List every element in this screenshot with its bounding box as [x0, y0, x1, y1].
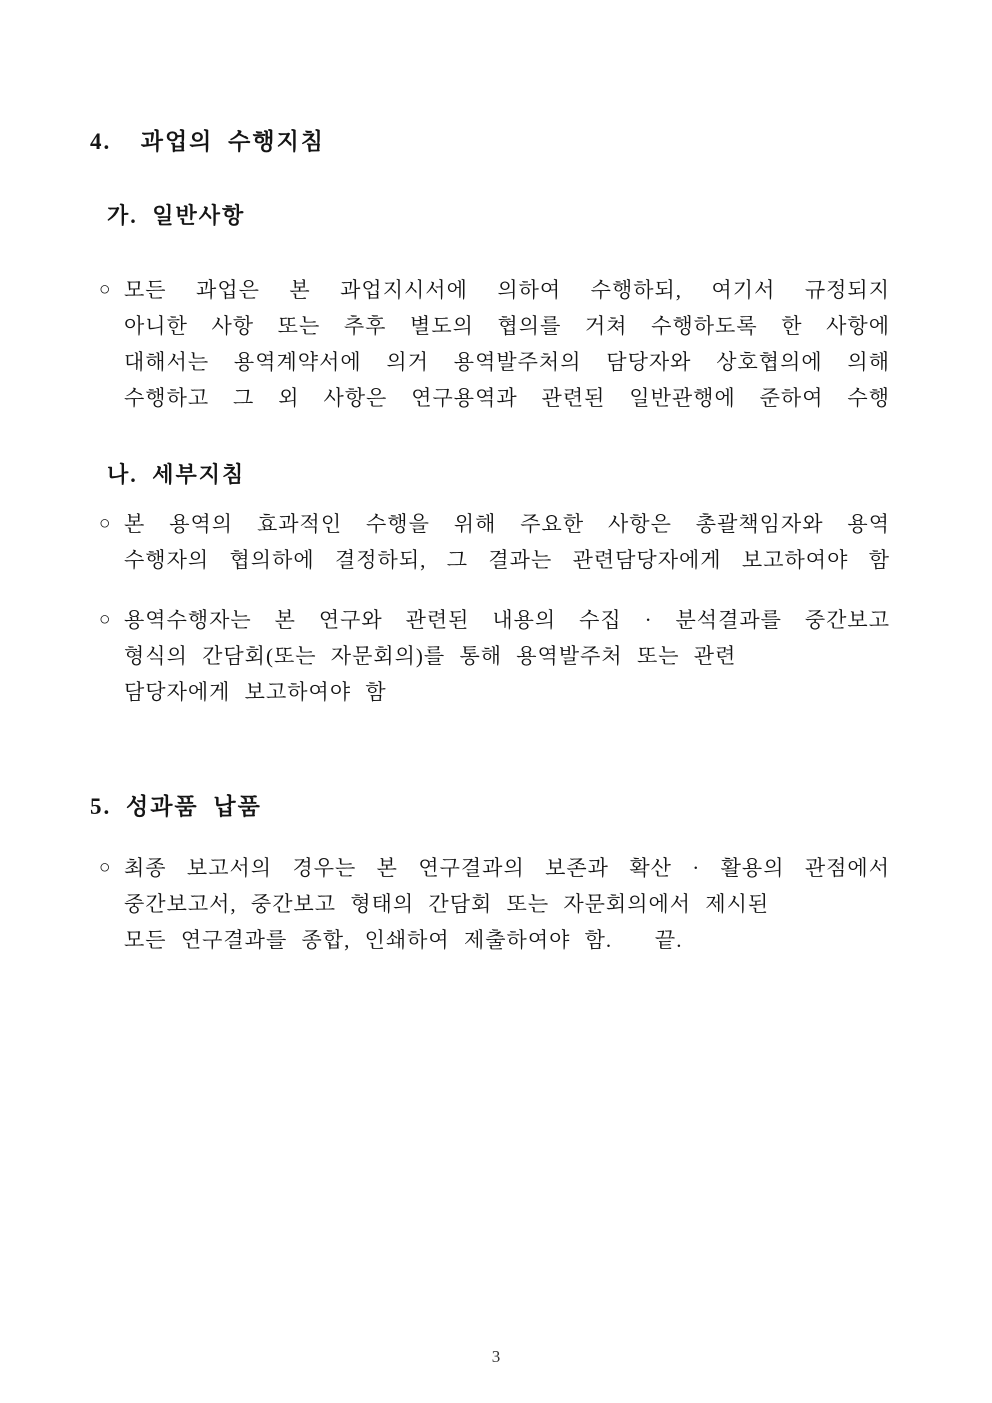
- paragraph-detail-rule-2: [99, 602, 890, 710]
- circle-bullet-icon: ○: [99, 279, 111, 300]
- subsection-na-heading: 나. 세부지침: [107, 462, 246, 487]
- section-4-heading: 4. 과업의 수행지침: [90, 129, 326, 154]
- paragraph-deliverables: [99, 850, 890, 958]
- circle-bullet-icon: ○: [99, 609, 111, 630]
- text-line: 대해서는 용역계약서에 의거 용역발주처의 담당자와 상호협의에 의해: [124, 350, 890, 374]
- text-line: 형식의 간담회(또는 자문회의)를 통해 용역발주처 또는 관련: [124, 644, 737, 668]
- text-line: 최종 보고서의 경우는 본 연구결과의 보존과 확산 · 활용의 관점에서: [124, 856, 890, 880]
- section-5-heading: 5. 성과품 납품: [90, 794, 262, 819]
- paragraph-detail-rule-1: [99, 506, 890, 578]
- text-line: 모든 연구결과를 종합, 인쇄하여 제출하여야 함. 끝.: [124, 928, 683, 952]
- page-number: 3: [491, 1347, 501, 1366]
- text-line: 수행하고 그 외 사항은 연구용역과 관련된 일반관행에 준하여 수행: [124, 386, 890, 410]
- text-line: 본 용역의 효과적인 수행을 위해 주요한 사항은 총괄책임자와 용역: [124, 512, 890, 536]
- subsection-ga-heading: 가. 일반사항: [107, 203, 246, 228]
- text-line: 중간보고서, 중간보고 형태의 간담회 또는 자문회의에서 제시된: [124, 892, 770, 916]
- text-line: 수행자의 협의하에 결정하되, 그 결과는 관련담당자에게 보고하여야 함: [124, 548, 890, 572]
- circle-bullet-icon: ○: [99, 513, 111, 534]
- text-line: 아니한 사항 또는 추후 별도의 협의를 거쳐 수행하도록 한 사항에: [124, 314, 890, 338]
- paragraph-general-rules: [99, 272, 890, 416]
- text-line: 용역수행자는 본 연구와 관련된 내용의 수집 · 분석결과를 중간보고: [124, 608, 890, 632]
- text-line: 모든 과업은 본 과업지시서에 의하여 수행하되, 여기서 규정되지: [124, 278, 890, 302]
- text-line: 담당자에게 보고하여야 함: [124, 680, 387, 704]
- circle-bullet-icon: ○: [99, 857, 111, 878]
